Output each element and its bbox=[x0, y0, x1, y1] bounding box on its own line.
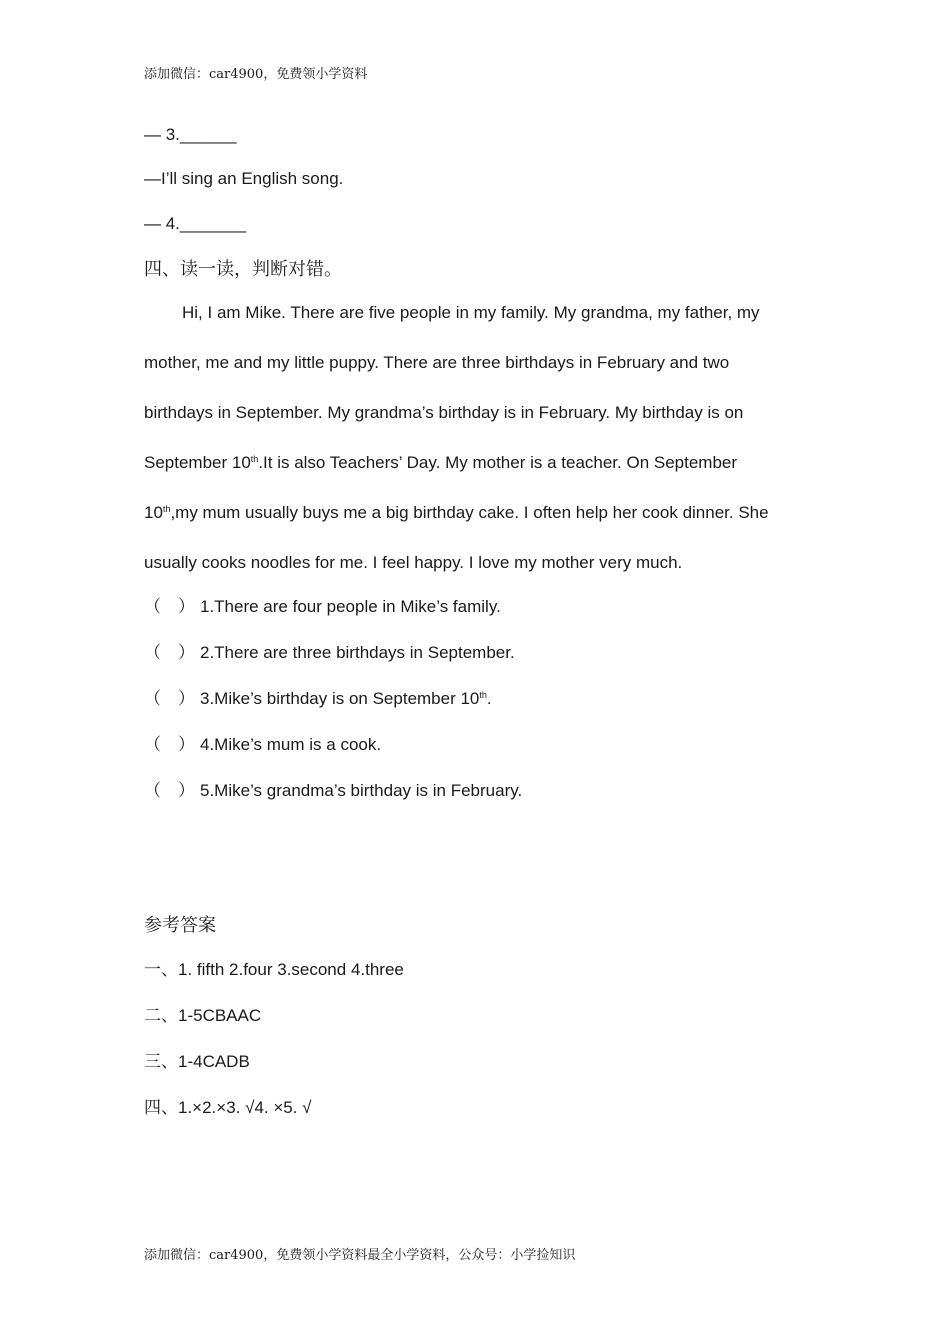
answer-prefix: 二、 bbox=[144, 1006, 178, 1026]
answer-text: 1. fifth 2.four 3.second 4.three bbox=[178, 960, 404, 979]
dialog-line-4: — 4._______ bbox=[144, 214, 247, 233]
passage-line-6: usually cooks noodles for me. I feel happy. I love my mother very much. bbox=[144, 553, 683, 572]
statement-3 bbox=[144, 688, 492, 710]
statement-text: 4.Mike’s mum is a cook. bbox=[200, 735, 382, 754]
answer-blank[interactable]: （ ） bbox=[144, 689, 195, 708]
answer-prefix: 三、 bbox=[144, 1052, 178, 1072]
passage-line-5 bbox=[144, 502, 769, 524]
passage-text: September 10 bbox=[144, 453, 251, 472]
dialog-line-3: — 3.______ bbox=[144, 125, 237, 144]
answer-text: 1-4CADB bbox=[178, 1052, 250, 1071]
answers-title: 参考答案 bbox=[144, 915, 216, 936]
answer-line-3 bbox=[144, 1051, 250, 1073]
passage-line-2: mother, me and my little puppy. There are three birthdays in February and two bbox=[144, 353, 730, 372]
passage-text: .It is also Teachers’ Day. My mother is a teacher. On September bbox=[258, 453, 738, 472]
passage-line-3: birthdays in September. My grandma’s birthday is in February. My birthday is on bbox=[144, 403, 744, 422]
statement-1 bbox=[144, 596, 501, 618]
answer-text: 1-5CBAAC bbox=[178, 1006, 262, 1025]
answer-line-4 bbox=[144, 1097, 312, 1119]
answer-line-1 bbox=[144, 959, 404, 981]
statement-text: 1.There are four people in Mike’s family. bbox=[200, 597, 501, 616]
answer-blank[interactable]: （ ） bbox=[144, 643, 195, 662]
statement-4 bbox=[144, 734, 381, 756]
ordinal-suffix: th bbox=[162, 504, 171, 514]
section-4-heading: 四、读一读，判断对错。 bbox=[144, 259, 342, 280]
ordinal-suffix: th bbox=[479, 690, 487, 700]
answer-prefix: 一、 bbox=[144, 960, 178, 980]
dialog-line-answer: —I’ll sing an English song. bbox=[144, 169, 344, 188]
statement-2 bbox=[144, 642, 515, 664]
answer-line-2 bbox=[144, 1005, 261, 1027]
passage-text: ,my mum usually buys me a big birthday cake. I often help her cook dinner. She bbox=[170, 503, 769, 522]
answer-blank[interactable]: （ ） bbox=[144, 735, 195, 754]
statement-5 bbox=[144, 780, 522, 802]
page-footer: 添加微信：car4900，免费领小学资料最全小学资料，公众号：小学捡知识 bbox=[144, 1248, 576, 1263]
statement-text-end: . bbox=[486, 689, 492, 708]
statement-text: 3.Mike’s birthday is on September 10 bbox=[200, 689, 480, 708]
statement-text: 2.There are three birthdays in September. bbox=[200, 643, 515, 662]
passage-text: 10 bbox=[144, 503, 163, 522]
statement-text: 5.Mike’s grandma’s birthday is in February. bbox=[200, 781, 523, 800]
answer-blank[interactable]: （ ） bbox=[144, 597, 195, 616]
page-header: 添加微信：car4900，免费领小学资料 bbox=[144, 67, 368, 82]
answer-prefix: 四、 bbox=[144, 1098, 178, 1118]
answer-text: 1.×2.×3. √4. ×5. √ bbox=[178, 1098, 312, 1117]
passage-line-4 bbox=[144, 452, 737, 474]
passage-line-1: Hi, I am Mike. There are five people in my family. My grandma, my father, my bbox=[182, 303, 760, 322]
answer-blank[interactable]: （ ） bbox=[144, 781, 195, 800]
ordinal-suffix: th bbox=[250, 454, 259, 464]
